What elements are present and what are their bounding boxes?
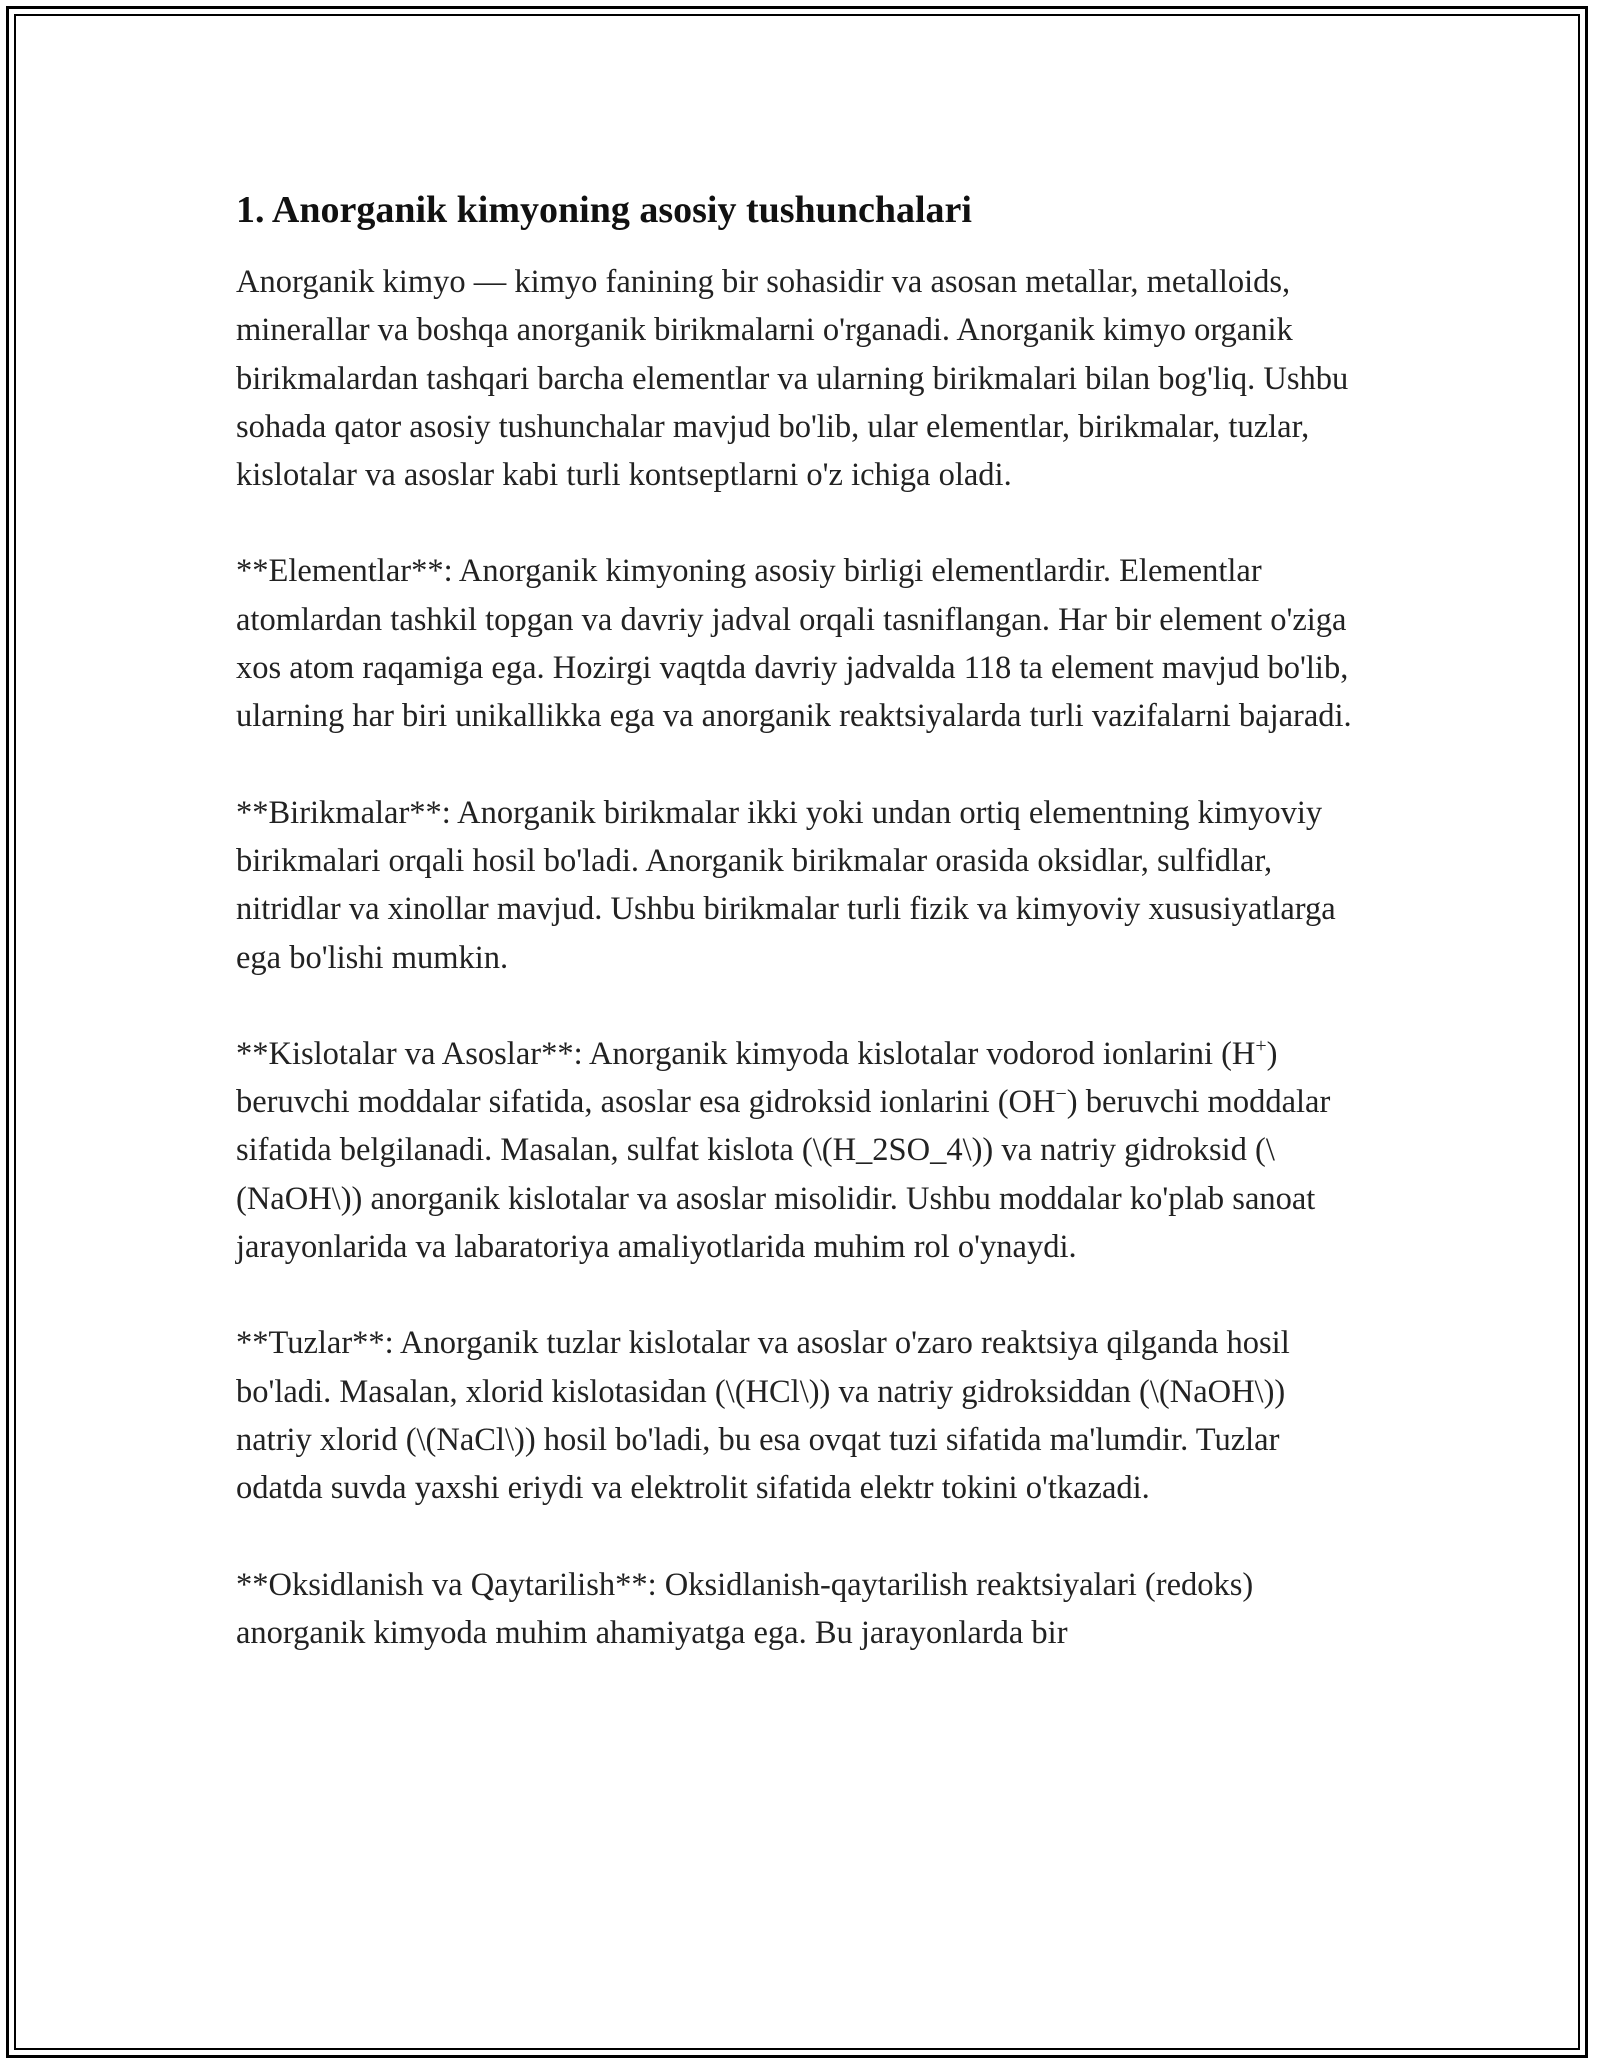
section-heading: 1. Anorganik kimyoning asosiy tushunchalari [236,189,972,231]
hydrogen-charge: + [1255,1035,1267,1058]
paragraph-elementlar: **Elementlar**: Anorganik kimyoning asosiy birligi elementlardir. Elementlar atomlardan tashkil topgan va davriy jadval orqali tasniflangan. Har bir element o'ziga xos atom raqamiga ega. Hozirgi vaqtda davriy jadvalda 118 ta element mavjud bo'lib, ularning har biri unikallikka ega va anorganik reaktsiyalarda turli vazifalarni bajaradi. [236,553,1352,735]
paragraph-kislotalar [236,1030,1366,1271]
kislotalar-text-3: ) beruvchi moddalar sifatida belgilanadi. Masalan, sulfat kislota (\(H_2SO_4\)) va natriy gidroksid (\(NaOH\)) anorganik kislotalar va asoslar misolidir. Ushbu moddalar ko'plab sanoat jarayonlarida va labaratoriya amaliyotlarida muhim rol o'ynaydi. [236,1084,1331,1266]
kislotalar-text-2: ) beruvchi moddalar sifatida, asoslar esa gidroksid ionlarini (OH [236,1035,1278,1121]
hydroxide-charge: − [1055,1083,1067,1106]
paragraph-tuzlar: **Tuzlar**: Anorganik tuzlar kislotalar va asoslar o'zaro reaktsiya qilganda hosil bo'ladi. Masalan, xlorid kislotasidan (\(HCl\)) va natriy gidroksiddan (\(NaOH\)) natriy xlorid (\(NaCl\)) hosil bo'ladi, bu esa ovqat tuzi sifatida ma'lumdir. Tuzlar odatda suvda yaxshi eriydi va elektrolit sifatida elektr tokini o'tkazadi. [236,1325,1290,1507]
document-body [236,186,1366,1705]
paragraph-birikmalar: **Birikmalar**: Anorganik birikmalar ikki yoki undan ortiq elementning kimyoviy birikmalari orqali hosil bo'ladi. Anorganik birikmalar orasida oksidlar, sulfidlar, nitridlar va xinollar mavjud. Ushbu birikmalar turli fizik va kimyoviy xususiyatlarga ega bo'lishi mumkin. [236,794,1336,976]
kislotalar-text-1: **Kislotalar va Asoslar**: Anorganik kimyoda kislotalar vodorod ionlarini (H [236,1035,1256,1072]
paragraph-oksidlanish: **Oksidlanish va Qaytarilish**: Oksidlanish-qaytarilish reaktsiyalari (redoks) anorganik kimyoda muhim ahamiyatga ega. Bu jarayonlarda bir [236,1566,1254,1651]
paragraph-intro: Anorganik kimyo — kimyo fanining bir sohasidir va asosan metallar, metalloids, minerallar va boshqa anorganik birikmalarni o'rganadi. Anorganik kimyo organik birikmalardan tashqari barcha elementlar va ularning birikmalari bilan bog'liq. Ushbu sohada qator asosiy tushunchalar mavjud bo'lib, ular elementlar, birikmalar, tuzlar, kislotalar va asoslar kabi turli kontseptlarni o'z ichiga oladi. [236,264,1349,494]
